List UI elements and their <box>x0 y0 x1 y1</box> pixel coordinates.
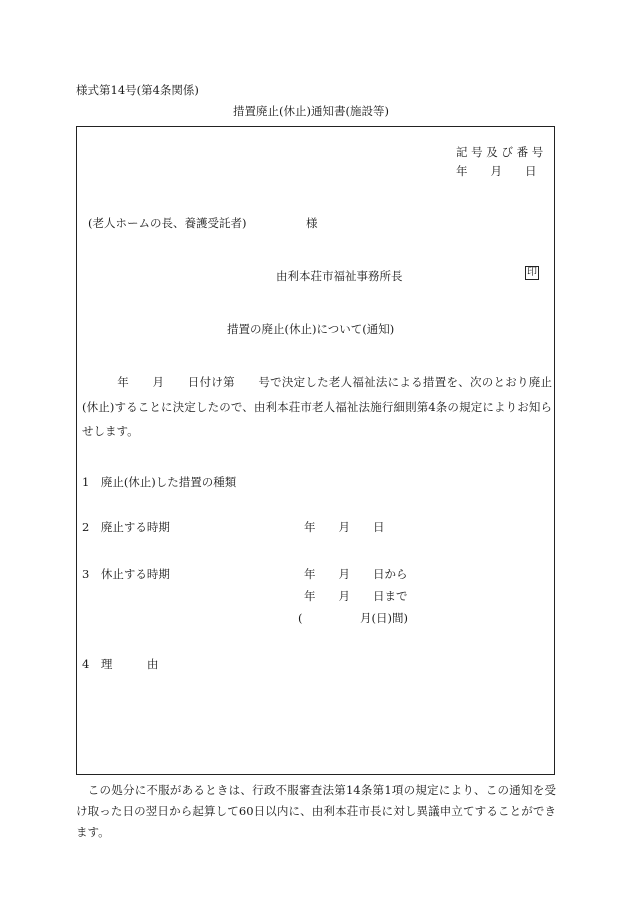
item-3-from-date: 年 月 日から <box>304 567 408 581</box>
issue-date: 年 月 日 <box>456 164 537 178</box>
item-4-label: 4 理 由 <box>82 657 159 671</box>
item-2-label: 2 廃止する時期 <box>82 520 170 534</box>
item-3-period: ( 月(日)間) <box>298 611 408 625</box>
addressee: (老人ホームの長、養護受託者) <box>88 216 247 230</box>
appeal-notice: この処分に不服があるときは、行政不服審査法第14条第1項の規定により、この通知を受け取った日の翌日から起算して60日以内に、由利本荘市長に対し異議申立てすることができます。 <box>76 783 556 839</box>
reference-number: 記 号 及 び 番 号 <box>456 145 544 159</box>
addressee-honorific: 様 <box>306 216 318 230</box>
sender-name: 由利本荘市福祉事務所長 <box>276 269 403 283</box>
seal-mark: 印 <box>527 267 537 278</box>
item-3-label: 3 休止する時期 <box>82 567 170 581</box>
form-number: 様式第14号(第4条関係) <box>76 83 199 97</box>
item-1-label: 1 廃止(休止)した措置の種類 <box>82 475 237 489</box>
item-3-to-date: 年 月 日まで <box>304 589 408 603</box>
notice-body: 年 月 日付け第 号で決定した老人福祉法による措置を、次のとおり廃止(休止)することに決定したので、由利本荘市老人福祉法施行細則第4条の規定によりお知らせします。 <box>82 375 552 438</box>
item-2-date: 年 月 日 <box>304 520 385 534</box>
notice-subject: 措置の廃止(休止)について(通知) <box>227 322 395 336</box>
document-title: 措置廃止(休止)通知書(施設等) <box>233 104 389 118</box>
